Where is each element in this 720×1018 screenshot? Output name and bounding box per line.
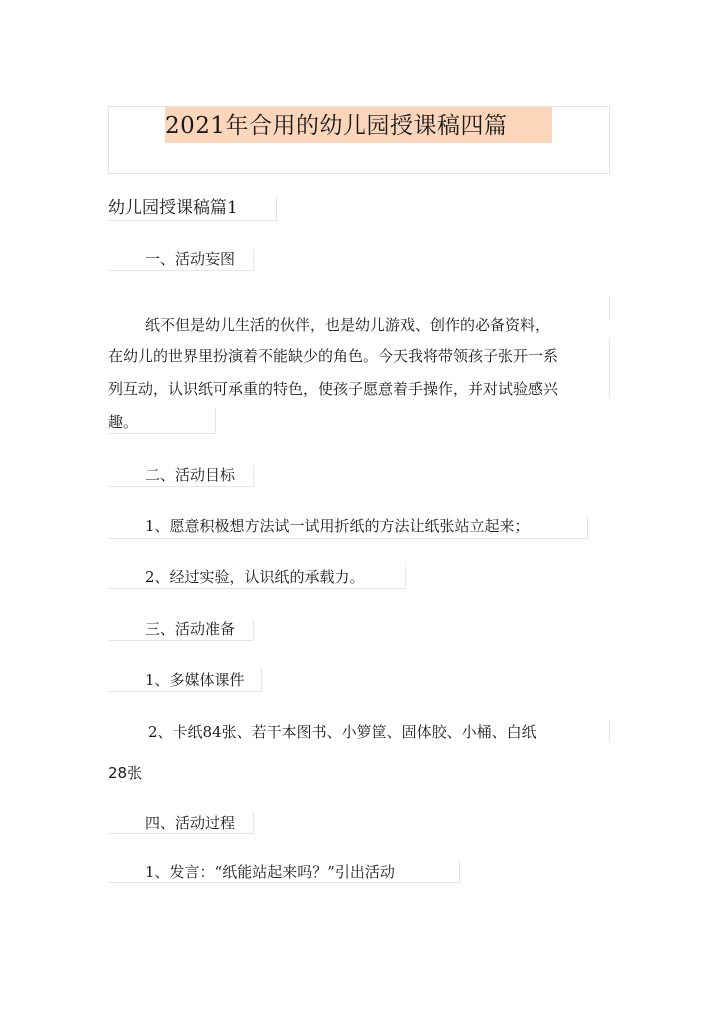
prep-2: 2、卡纸84张、若干本图书、小箩筐、固体胶、小桶、白纸 <box>148 723 537 741</box>
part4-heading: 四、活动过程 <box>145 814 236 832</box>
para1-line-3: 列互动，认识纸可承重的特色，使孩子愿意着手操作，并对试验感兴 <box>108 380 559 398</box>
goal-1: 1、愿意积极想方法试一试用折纸的方法让纸张站立起来； <box>145 517 530 535</box>
goal-2: 2、经过实验，认识纸的承载力。 <box>145 568 365 586</box>
part1-heading: 一、活动妄图 <box>145 250 236 268</box>
para1-line-2: 在幼儿的世界里扮演着不能缺少的角色。今天我将带领孩子张开一系 <box>108 347 559 365</box>
prep-2-continued: 28张 <box>108 764 143 782</box>
step-1: 1、发言：“纸能站起来吗？”引出活动 <box>145 863 395 881</box>
para1-line-1: 纸不但是幼儿生活的伙伴，也是幼儿游戏、创作的必备资料， <box>145 316 551 334</box>
para1-line-4: 趣。 <box>108 413 139 431</box>
part2-heading: 二、活动目标 <box>145 466 236 484</box>
prep-1: 1、多媒体课件 <box>145 671 245 689</box>
document-title: 2021年合用的幼儿园授课稿四篇 <box>165 113 508 139</box>
section-heading: 幼儿园授课稿篇1 <box>108 198 238 218</box>
part3-heading: 三、活动准备 <box>145 620 236 638</box>
